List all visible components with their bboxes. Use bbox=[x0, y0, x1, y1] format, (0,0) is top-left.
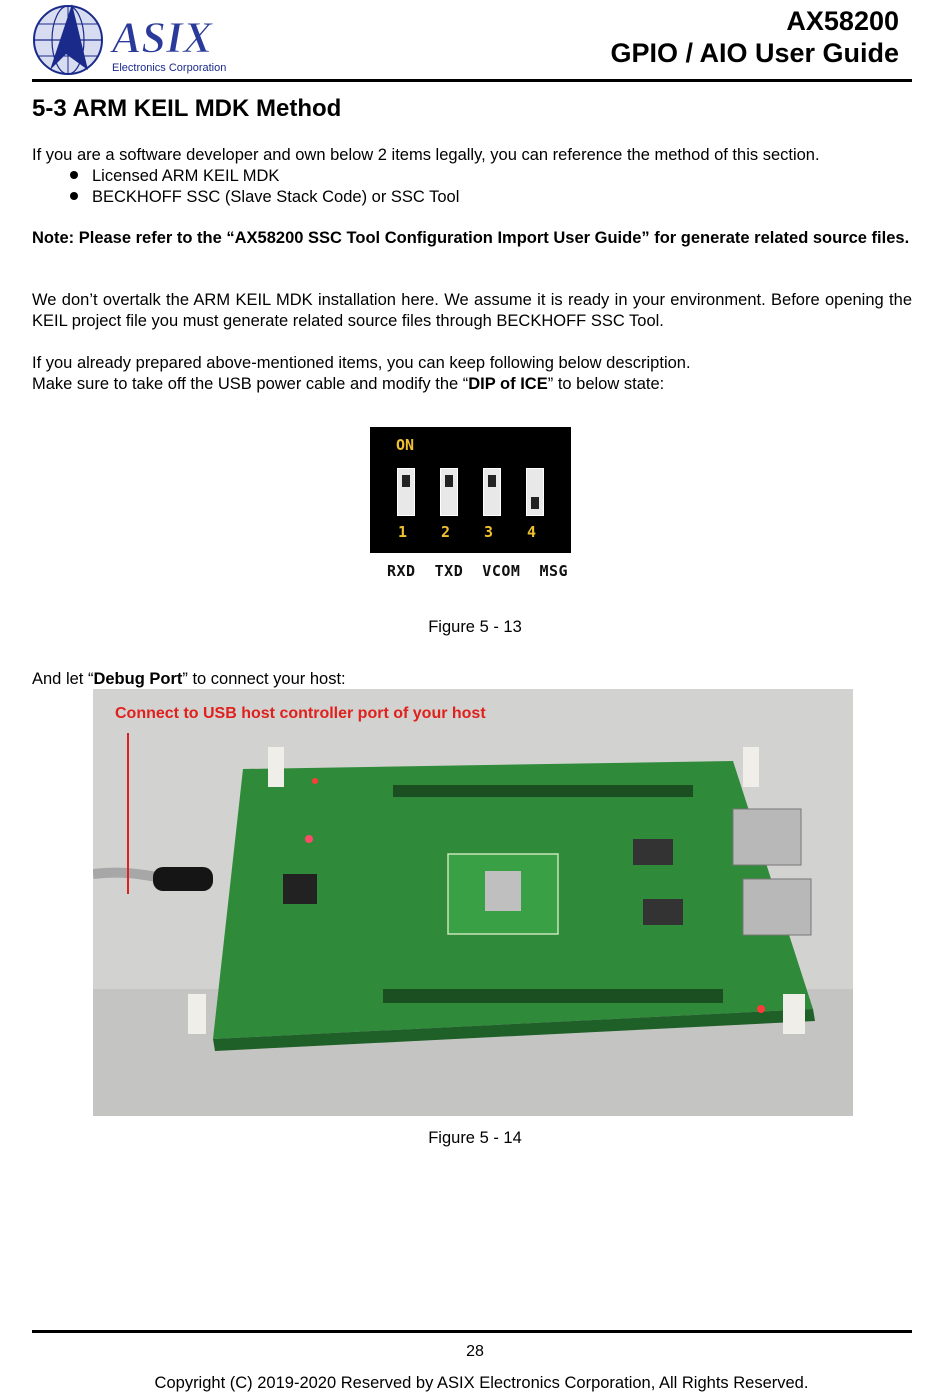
intro-paragraph: If you are a software developer and own below 2 items legally, you can reference the method of this section. bbox=[32, 146, 820, 164]
switch-number: 1 bbox=[398, 523, 408, 541]
keil-paragraph: We don’t overtalk the ARM KEIL MDK installation here. We assume it is ready in your environment. Before opening the KEIL project file you must generate related source files through BECKHOFF SSC Tool. bbox=[32, 291, 912, 330]
dip-switch-figure bbox=[370, 427, 571, 553]
debug-instruction bbox=[32, 669, 912, 690]
dip-switch-4 bbox=[526, 468, 544, 516]
dip-signal-labels: RXD TXD VCOM MSG bbox=[387, 562, 569, 580]
section-heading: 5-3 ARM KEIL MDK Method bbox=[32, 95, 342, 122]
bullet-icon bbox=[70, 171, 78, 179]
dip-switch-1 bbox=[397, 468, 415, 516]
list-item bbox=[70, 166, 279, 187]
photo-annotation: Connect to USB host controller port of your host bbox=[115, 705, 486, 722]
list-item-text: Licensed ARM KEIL MDK bbox=[92, 167, 280, 185]
asix-logo bbox=[32, 2, 242, 76]
copyright-text: Copyright (C) 2019-2020 Reserved by ASIX Electronics Corporation, All Rights Reserved. bbox=[154, 1374, 809, 1392]
figure-caption: Figure 5 - 13 bbox=[428, 618, 522, 636]
guide-title: GPIO / AIO User Guide bbox=[610, 38, 899, 68]
dip-of-ice-label: DIP of ICE bbox=[468, 375, 548, 393]
globe-icon bbox=[34, 4, 102, 74]
dip-on-label: ON bbox=[396, 436, 415, 454]
dip-instruction bbox=[32, 374, 912, 395]
instruction-text: Make sure to take off the USB power cable and modify the “ bbox=[32, 375, 469, 393]
instruction-text-end: ” to below state: bbox=[547, 375, 665, 393]
board-photo bbox=[93, 689, 853, 1116]
instruction-text-end: ” to connect your host: bbox=[182, 670, 346, 688]
switch-knob bbox=[531, 497, 539, 509]
note-paragraph: Note: Please refer to the “AX58200 SSC Tool Configuration Import User Guide” for generate related source files. bbox=[32, 229, 910, 247]
debug-port-label: Debug Port bbox=[93, 670, 183, 688]
svg-text:ASIX: ASIX bbox=[112, 13, 213, 62]
instruction-text: And let “ bbox=[32, 670, 94, 688]
figure-caption: Figure 5 - 14 bbox=[428, 1129, 522, 1147]
switch-number: 3 bbox=[484, 523, 494, 541]
dip-switch-2 bbox=[440, 468, 458, 516]
prepared-paragraph: If you already prepared above-mentioned items, you can keep following below description. bbox=[32, 354, 691, 372]
switch-number: 4 bbox=[527, 523, 537, 541]
switch-number: 2 bbox=[441, 523, 451, 541]
footer-rule bbox=[32, 1330, 912, 1333]
list-item bbox=[70, 187, 459, 208]
svg-text:Electronics Corporation: Electronics Corporation bbox=[112, 62, 227, 74]
switch-knob bbox=[402, 475, 410, 487]
list-item-text: BECKHOFF SSC (Slave Stack Code) or SSC Tool bbox=[92, 188, 460, 206]
page-number: 28 bbox=[466, 1343, 484, 1360]
evaluation-board-image bbox=[93, 689, 853, 1116]
bullet-icon bbox=[70, 192, 78, 200]
product-name: AX58200 bbox=[786, 6, 899, 36]
header-rule bbox=[32, 79, 912, 82]
switch-knob bbox=[488, 475, 496, 487]
switch-knob bbox=[445, 475, 453, 487]
dip-switch-3 bbox=[483, 468, 501, 516]
